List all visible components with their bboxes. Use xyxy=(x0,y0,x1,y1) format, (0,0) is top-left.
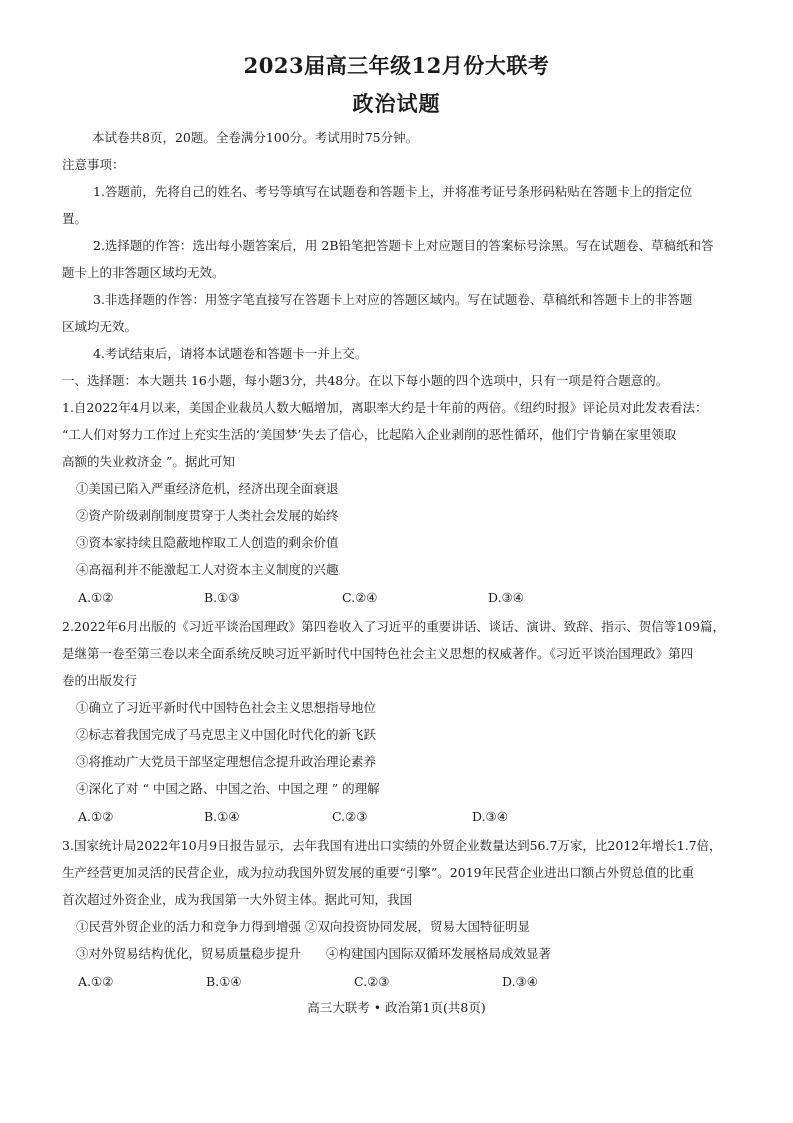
question-stem: 生产经营更加灵活的民营企业，成为拉动我国外贸发展的重要“引擎”。2019年民营企业进出口额占外贸总值的比重 xyxy=(62,865,695,880)
question-stem: 1.自2022年4月以来，美国企业裁员人数大幅增加，离职率大约是十年前的两倍。《纽约时报》评论员对此发表看法： xyxy=(62,400,708,415)
notice-line: 3.非选择题的作答：用签字笔直接写在答题卡上对应的答题区域内。写在试题卷、草稿纸和答题卡上的非答题 xyxy=(93,292,693,307)
notice-line: 4.考试结束后，请将本试题卷和答题卡一并上交。 xyxy=(93,346,368,361)
question-item: ②资产阶级剥削制度贯穿于人类社会发展的始终 xyxy=(76,508,339,523)
question-item: ③将推动广大党员干部坚定理想信念提升政治理论素养 xyxy=(76,754,377,769)
option-b[interactable]: B.①③ xyxy=(204,590,240,605)
question-item: ③资本家持续且隐蔽地榨取工人创造的剩余价值 xyxy=(76,535,339,550)
question-stem: 3.国家统计局2022年10月9日报告显示，去年我国有进出口实绩的外贸企业数量达到56.7万家，比2012年增长1.7倍， xyxy=(62,838,722,853)
question-item: ①确立了习近平新时代中国特色社会主义思想指导地位 xyxy=(76,700,377,715)
question-item: ④高福利并不能激起工人对资本主义制度的兴趣 xyxy=(76,562,339,577)
question-item: ④深化了对 “ 中国之路、中国之治、中国之理 ” 的理解 xyxy=(76,781,380,796)
section-heading: 一、选择题：本大题共 16小题，每小题3分，共48分。在以下每小题的四个选项中，只有一项是符合题意的。 xyxy=(62,373,669,388)
option-a[interactable]: A.①② xyxy=(78,590,114,605)
answer-options xyxy=(62,802,742,832)
option-a[interactable]: A.①② xyxy=(78,809,114,824)
answer-options xyxy=(62,583,742,613)
notice-4 xyxy=(62,340,742,367)
option-c[interactable]: C.②④ xyxy=(342,590,378,605)
question-item: ②标志着我国完成了马克思主义中国化时代化的新飞跃 xyxy=(76,727,377,742)
notice-1 xyxy=(62,178,742,232)
question-stem: 首次超过外资企业，成为我国第一大外贸主体。据此可知，我国 xyxy=(62,892,413,907)
notice-line: 2.选择题的作答：选出每小题答案后，用 2B铅笔把答题卡上对应题目的答案标号涂黑。写在试题卷、草稿纸和答 xyxy=(93,238,714,253)
notice-heading: 注意事项： xyxy=(62,157,125,172)
notice-2 xyxy=(62,232,742,286)
option-c[interactable]: C.②③ xyxy=(354,974,390,989)
page-title: 2023届高三年级12月份大联考 xyxy=(243,53,550,78)
question-3 xyxy=(62,832,742,997)
question-item: ①美国已陷入严重经济危机，经济出现全面衰退 xyxy=(76,481,339,496)
option-b[interactable]: B.①④ xyxy=(204,809,240,824)
option-d[interactable]: D.③④ xyxy=(502,974,538,989)
question-stem: 是继第一卷至第三卷以来全面系统反映习近平新时代中国特色社会主义思想的权威著作。《习近平谈治国理政》第四 xyxy=(62,646,694,661)
question-item: ①民营外贸企业的活力和竞争力得到增强 ②双向投资协同发展，贸易大国特征明显 xyxy=(76,919,530,934)
question-1 xyxy=(62,394,742,613)
option-a[interactable]: A.①② xyxy=(78,974,114,989)
question-stem: 卷的出版发行 xyxy=(62,673,138,688)
question-item: ③对外贸易结构优化，贸易质量稳步提升 ④构建国内国际双循环发展格局成效显著 xyxy=(76,946,552,961)
exam-body xyxy=(62,124,742,997)
notice-3 xyxy=(62,286,742,340)
question-2 xyxy=(62,613,742,832)
notice-line: 区域均无效。 xyxy=(62,319,138,334)
question-stem: 高额的失业救济金 ”。据此可知 xyxy=(62,454,235,469)
option-b[interactable]: B.①④ xyxy=(206,974,242,989)
exam-intro: 本试卷共8页，20题。全卷满分100分。考试用时75分钟。 xyxy=(92,130,419,145)
notice-line: 1.答题前，先将自己的姓名、考号等填写在试题卷和答题卡上，并将准考证号条形码粘贴在答题卡上的指定位 xyxy=(93,184,693,199)
notice-line: 置。 xyxy=(62,211,88,226)
question-stem: 2.2022年6月出版的《习近平谈治国理政》第四卷收入了习近平的重要讲话、谈话、演讲、致辞、指示、贺信等109篇， xyxy=(62,619,726,634)
page-footer: 高三大联考 • 政治第1页(共8页) xyxy=(307,1000,486,1015)
page-subtitle: 政治试题 xyxy=(352,91,441,116)
option-c[interactable]: C.②③ xyxy=(332,809,368,824)
option-d[interactable]: D.③④ xyxy=(488,590,524,605)
option-d[interactable]: D.③④ xyxy=(472,809,508,824)
notice-line: 题卡上的非答题区域均无效。 xyxy=(62,265,225,280)
question-stem: “工人们对努力工作过上充实生活的‘美国梦’失去了信心，比起陷入企业剥削的恶性循环，他们宁肯躺在家里领取 xyxy=(62,427,677,442)
answer-options xyxy=(62,967,742,997)
